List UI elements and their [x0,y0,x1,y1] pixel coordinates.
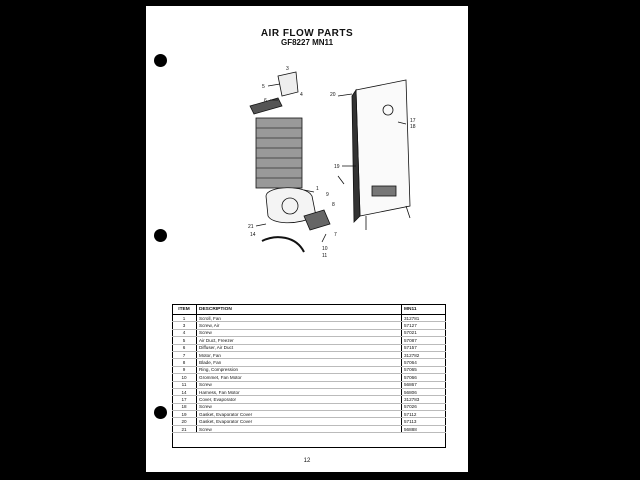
row-description: Harness, Fan Motor [197,388,402,395]
exploded-diagram [226,66,426,286]
row-item: 20 [172,418,197,425]
row-item: 10 [172,374,197,381]
row-item: 6 [172,344,197,351]
table-row [172,359,446,366]
table-row [172,337,446,344]
row-part-number: 57066 [402,374,447,381]
table-row [172,344,446,351]
row-part-number: 56888 [402,425,447,432]
table-header [172,304,446,315]
row-part-number: 57113 [402,418,447,425]
table-row [172,374,446,381]
row-description: Cover, Evaporator [197,396,402,403]
callout-20: 20 [330,92,336,98]
callout-8: 8 [332,202,335,208]
row-item: 1 [172,315,197,322]
row-part-number: 312782 [402,351,447,358]
callout-6: 6 [264,98,267,104]
callout-18: 18 [410,124,416,130]
harness-part [262,237,304,252]
row-description: Air Duct, Freezer [197,337,402,344]
row-description: Blade, Fan [197,359,402,366]
callout-1: 1 [316,186,319,192]
evaporator-coil [256,118,302,188]
table-row [172,322,446,329]
row-description: Screw [197,403,402,410]
row-part-number: 57127 [402,322,447,329]
header-part-number: MN11 [402,304,447,315]
row-description: Screw [197,425,402,432]
binder-hole [154,229,167,242]
air-duct-part [278,72,298,96]
callout-11: 11 [322,253,328,259]
table-row [172,388,446,395]
callout-3: 3 [286,66,289,72]
row-item: 7 [172,351,197,358]
row-part-number: 312781 [402,315,447,322]
row-part-number: 57065 [402,366,447,373]
row-description: Gasket, Evaporator Cover [197,418,402,425]
row-item: 18 [172,403,197,410]
table-row [172,425,446,432]
callout-19: 19 [334,164,340,170]
table-row [172,396,446,403]
table-row [172,315,446,322]
row-description: Grommet, Fan Motor [197,374,402,381]
row-item: 11 [172,381,197,388]
row-item: 14 [172,388,197,395]
row-part-number: 57112 [402,411,447,418]
row-item: 19 [172,411,197,418]
table-row [172,403,446,410]
table-row [172,418,446,425]
row-description: Ring, Compression [197,366,402,373]
table-row [172,411,446,418]
row-part-number: 57087 [402,337,447,344]
row-description: Screw [197,329,402,336]
row-item: 3 [172,322,197,329]
callout-7: 7 [334,232,337,238]
binder-hole [154,406,167,419]
callout-4: 4 [300,92,303,98]
row-item: 4 [172,329,197,336]
row-item: 8 [172,359,197,366]
callout-21: 21 [248,224,254,230]
parts-table [172,304,446,433]
callout-9: 9 [326,192,329,198]
row-part-number: 56806 [402,388,447,395]
callout-17: 17 [410,118,416,124]
row-part-number: 57026 [402,403,447,410]
header-description: DESCRIPTION [197,304,402,315]
row-description: Scroll, Fan [197,315,402,322]
table-row [172,329,446,336]
row-description: Diffuser, Air Duct [197,344,402,351]
table-row [172,366,446,373]
callout-14: 14 [250,232,256,238]
row-item: 17 [172,396,197,403]
row-item: 21 [172,425,197,432]
row-item: 5 [172,337,197,344]
row-item: 9 [172,366,197,373]
row-description: Motor, Fan [197,351,402,358]
callout-10: 10 [322,246,328,252]
parts-page [146,6,468,472]
row-part-number: 57021 [402,329,447,336]
callout-5: 5 [262,84,265,90]
page-number: 12 [303,458,311,464]
row-part-number: 312783 [402,396,447,403]
header-item: ITEM [172,304,197,315]
binder-hole [154,54,167,67]
table-row [172,351,446,358]
row-part-number: 57157 [402,344,447,351]
table-row [172,381,446,388]
row-description: Screw [197,381,402,388]
page-title: AIR FLOW PARTS [260,28,354,39]
row-part-number: 57064 [402,359,447,366]
row-description: Screw, Air [197,322,402,329]
row-description: Gasket, Evaporator Cover [197,411,402,418]
model-number: GF8227 MN11 [280,38,334,47]
row-part-number: 56867 [402,381,447,388]
